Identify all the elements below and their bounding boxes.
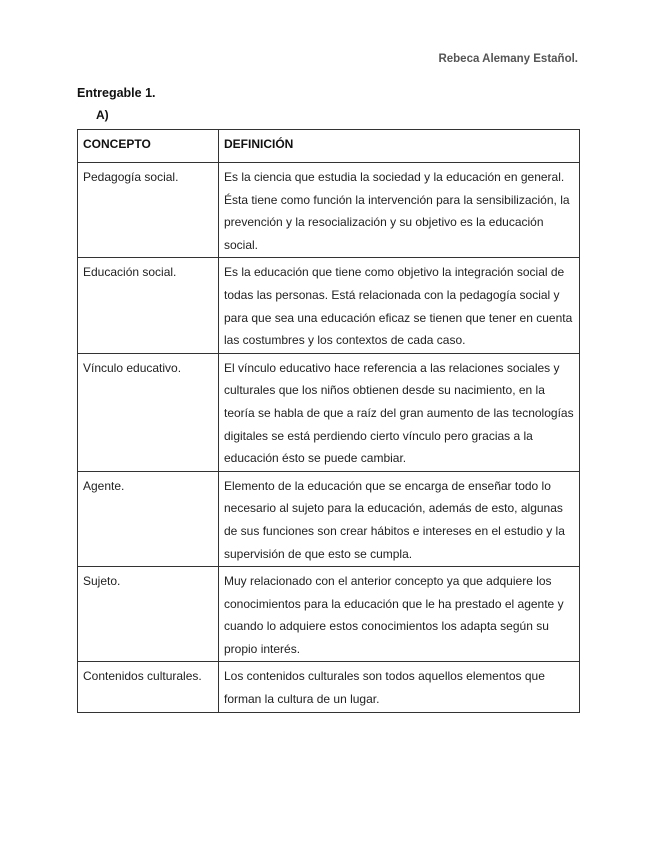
table-row: [78, 662, 580, 712]
definition-cell: Es la educación que tiene como objetivo la integración social de todas las personas. Está relacionada con la pedagogía social y para que sea una educación eficaz se tienen que tener en cuenta las costumbres y los contextos de cada caso.: [219, 258, 580, 353]
definition-cell: Elemento de la educación que se encarga de enseñar todo lo necesario al sujeto para la educación, además de esto, algunas de sus funciones son crear hábitos e intereses en el estudio y la supervisión de que esto se cumpla.: [219, 471, 580, 566]
table-row: [78, 471, 580, 566]
concept-cell: Educación social.: [78, 258, 219, 353]
concept-cell: Agente.: [78, 471, 219, 566]
table-row: [78, 353, 580, 471]
concept-cell: Vínculo educativo.: [78, 353, 219, 471]
header-concept: CONCEPTO: [78, 130, 219, 163]
concepts-table: [77, 129, 580, 713]
definition-cell: Muy relacionado con el anterior concepto ya que adquiere los conocimientos para la educación que le ha prestado el agente y cuando lo adquiere estos conocimientos los adapta según su propio interés.: [219, 567, 580, 662]
table-row: [78, 567, 580, 662]
concept-cell: Contenidos culturales.: [78, 662, 219, 712]
document-title: Entregable 1.: [77, 86, 156, 100]
definition-cell: Es la ciencia que estudia la sociedad y la educación en general. Ésta tiene como función la intervención para la sensibilización, la prevención y la resocialización y su objetivo es la educación social.: [219, 163, 580, 258]
definition-cell: Los contenidos culturales son todos aquellos elementos que forman la cultura de un lugar.: [219, 662, 580, 712]
section-label: A): [96, 108, 109, 122]
table-row: [78, 258, 580, 353]
header-definition: DEFINICIÓN: [219, 130, 580, 163]
author-name: Rebeca Alemany Estañol.: [438, 53, 578, 65]
definition-cell: El vínculo educativo hace referencia a las relaciones sociales y culturales que los niños obtienen desde su nacimiento, en la teoría se habla de que a raíz del gran aumento de las tecnologías digitales se está perdiendo cierto vínculo pero gracias a la educación ésto se puede cambiar.: [219, 353, 580, 471]
table-row: [78, 163, 580, 258]
concept-cell: Pedagogía social.: [78, 163, 219, 258]
table-header-row: [78, 130, 580, 163]
concept-cell: Sujeto.: [78, 567, 219, 662]
